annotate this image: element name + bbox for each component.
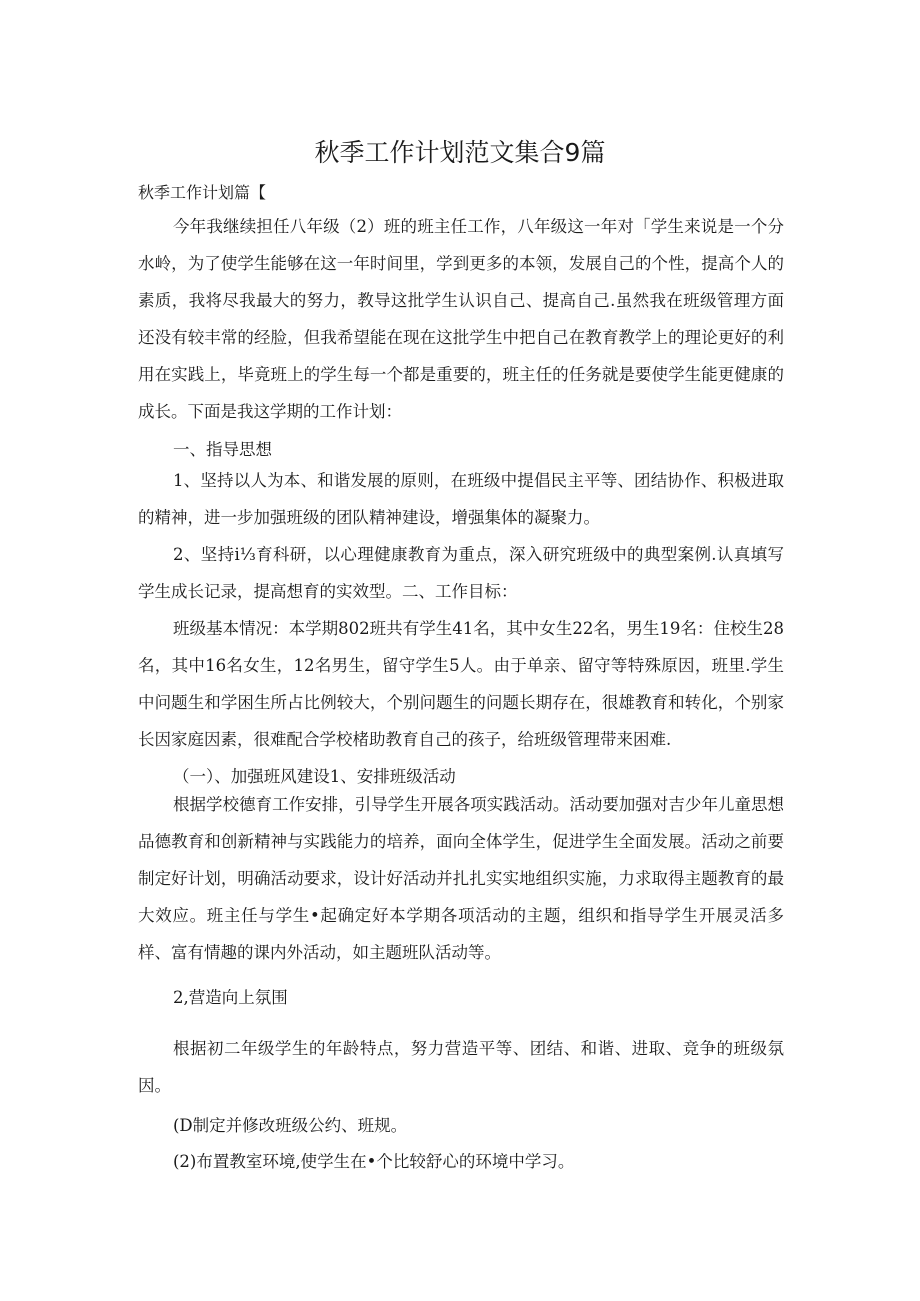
list-item-classroom: (2)布置教室环境,使学生在•个比较舒心的环境中学习。 — [173, 1152, 575, 1171]
document-title: 秋季工作计划范文集合9篇 — [314, 138, 606, 167]
heading-class-style: （一）、加强班风建设1、安排班级活动 — [173, 767, 456, 786]
paragraph-point-1: 1、坚持以人为本、和谐发展的原则，在班级中提倡民主平等、团结协作、积极进取的精神，进一步加强班级的团队精神建设，增强集体的凝聚力。 — [138, 471, 784, 527]
heading-guiding-thought: 一、指导思想 — [173, 440, 272, 459]
paragraph-class-info: 班级基本情况：本学期802班共有学生41名，其中女生22名，男生19名：住校生28名，其中16名女生，12名男生，留守学生5人。由于单亲、留守等特殊原因，班里.学生中问题生和学困生所占比例较大，个别问题生的问题长期存在，很雄教育和转化，个别家长因家庭因素，很难配合学校楮助教育自己的孩子，给班级管理带来困难. — [138, 619, 784, 749]
section-subtitle: 秋季工作计划篇【 — [138, 183, 267, 202]
paragraph-activities: 根据学校德育工作安排，引导学生开展各项实践活动。活动要加强对吉少年儿童思想品德教育和创新精神与实践能力的培养，面向全体学生，促进学生全面发展。活动之前要制定好计划，明确活动要求，设计好活动并扎扎实实地组织实施，力求取得主题教育的最大效应。班主任与学生•起确定好本学期各项活动的主题，组织和指导学生开展灵活多样、富有情趣的课内外活动，如主题班队活动等。 — [138, 795, 784, 962]
heading-atmosphere: 2,营造向上氛围 — [173, 988, 288, 1007]
paragraph-atmosphere: 根据初二年级学生的年龄特点，努力营造平等、团结、和谐、进取、竞争的班级氛因。 — [138, 1039, 784, 1095]
paragraph-point-2: 2、坚持i⅓育科研，以心理健康教育为重点，深入研究班级中的典型案例.认真填写学生成长记录，提高想育的实效型。二、工作目标： — [138, 545, 784, 601]
paragraph-intro: 今年我继续担任八年级（2）班的班主任工作，八年级这一年对「学生来说是一个分水岭，为了使学生能够在这一年时间里，学到更多的本领，发展自己的个性，提高个人的素质，我将尽我最大的努力，教导这批学生认识自己、提高自己.虽然我在班级管理方面还没有较丰常的经脸，但我希望能在现在这批学生中把自己在教育教学上的理论更好的利用在实践上，毕竟班上的学生每一个都是重要的，班主任的任务就是要使学生能更健康的成长。下面是我这学期的工作计划： — [138, 217, 784, 421]
list-item-class-rules: (D制定并修改班级公约、班规。 — [173, 1116, 408, 1135]
